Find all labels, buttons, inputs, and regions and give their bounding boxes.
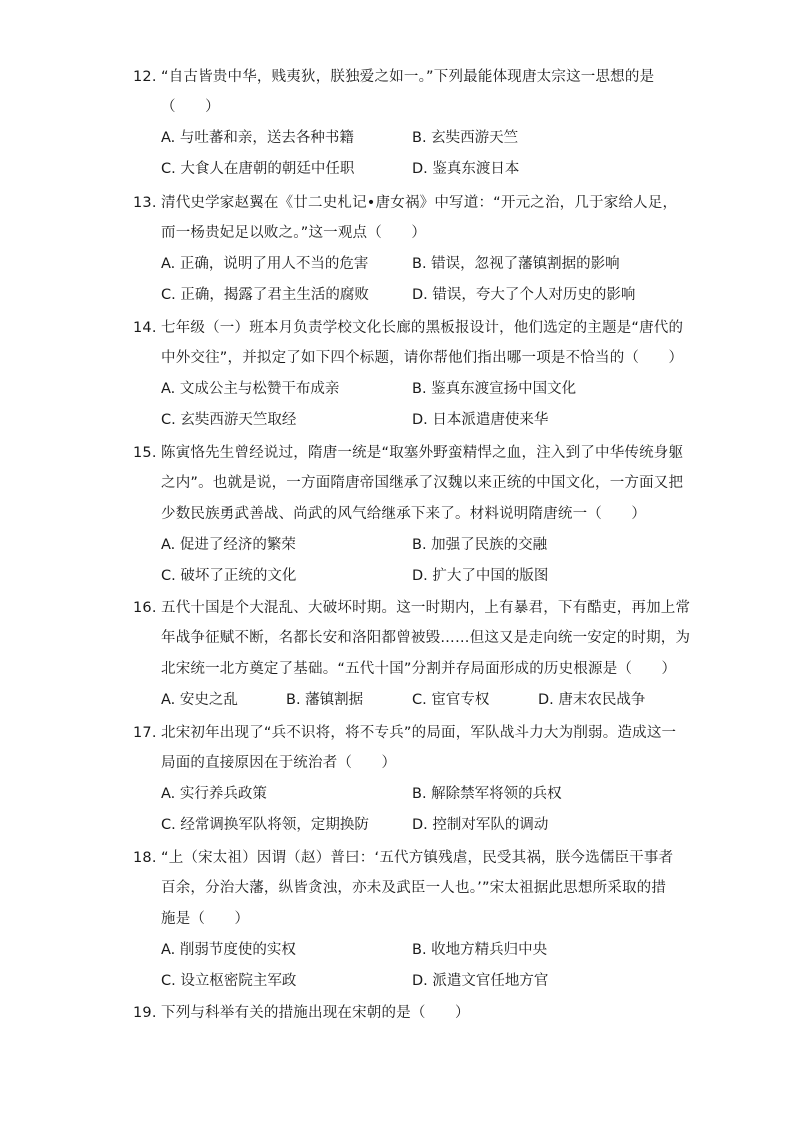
option-c[interactable]: C. 大食人在唐朝的朝廷中任职 xyxy=(161,161,355,177)
option-c[interactable]: C. 正确，揭露了君主生活的腐败 xyxy=(161,287,369,303)
option-a[interactable]: A. 文成公主与松赞干布成亲 xyxy=(161,381,340,397)
question-number: 16. xyxy=(133,600,157,616)
question-stem-line: 之内”。也就是说，一方面隋唐帝国继承了汉魏以来正统的中国文化，一方面又把 xyxy=(161,475,684,491)
option-c[interactable]: C. 宦官专权 xyxy=(412,692,490,708)
question-stem-line: 北宋初年出现了“兵不识将，将不专兵”的局面，军队战斗力大为削弱。造成这一 xyxy=(161,725,677,741)
question-stem-line: 中外交往”，并拟定了如下四个标题，请你帮他们指出哪一项是不恰当的（ ） xyxy=(161,350,684,366)
option-d[interactable]: D. 控制对军队的调动 xyxy=(412,817,549,833)
question-stem-line: 北宋统一北方奠定了基础。“五代十国”分割并存局面形成的历史根源是（ ） xyxy=(161,661,677,677)
question-number: 12. xyxy=(133,69,157,85)
question-number: 18. xyxy=(133,850,157,866)
option-d[interactable]: D. 派遣文官任地方官 xyxy=(412,973,549,989)
question-stem-line: 施是（ ） xyxy=(161,911,250,927)
question-stem-line: “上（宋太祖）因谓（赵）普曰：‘五代方镇残虐，民受其祸，朕今选儒臣干事者 xyxy=(161,850,674,866)
option-b[interactable]: B. 加强了民族的交融 xyxy=(412,537,548,553)
option-a[interactable]: A. 促进了经济的繁荣 xyxy=(161,537,296,553)
option-d[interactable]: D. 错误，夸大了个人对历史的影响 xyxy=(412,287,636,303)
option-a[interactable]: A. 与吐蕃和亲，送去各种书籍 xyxy=(161,130,354,146)
question-stem-line: “自古皆贵中华，贱夷狄，朕独爱之如一。”下列最能体现唐太宗这一思想的是 xyxy=(161,69,655,85)
question-stem-line: 五代十国是个大混乱、大破坏时期。这一时期内，上有暴君，下有酷吏，再加上常 xyxy=(161,600,691,616)
option-b[interactable]: B. 解除禁军将领的兵权 xyxy=(412,786,562,802)
question-stem-line: 而一杨贵妃足以败之。”这一观点（ ） xyxy=(161,225,427,241)
option-c[interactable]: C. 设立枢密院主军政 xyxy=(161,973,297,989)
question-stem-line: 七年级（一）班本月负责学校文化长廊的黑板报设计，他们选定的主题是“唐代的 xyxy=(161,320,684,336)
option-a[interactable]: A. 削弱节度使的实权 xyxy=(161,942,296,958)
question-stem-line: 下列与科举有关的措施出现在宋朝的是（ ） xyxy=(161,1005,470,1021)
question-stem-line: （ ） xyxy=(161,99,220,115)
option-d[interactable]: D. 扩大了中国的版图 xyxy=(412,568,549,584)
option-c[interactable]: C. 经常调换军队将领，定期换防 xyxy=(161,817,369,833)
question-stem-line: 年战争征赋不断，名都长安和洛阳都曾被毁……但这又是走向统一安定的时期，为 xyxy=(161,630,691,646)
question-stem-line: 陈寅恪先生曾经说过，隋唐一统是“取塞外野蛮精悍之血，注入到了中华传统身躯 xyxy=(161,445,684,461)
option-c[interactable]: C. 玄奘西游天竺取经 xyxy=(161,412,297,428)
option-b[interactable]: B. 错误，忽视了藩镇割据的影响 xyxy=(412,256,620,272)
option-d[interactable]: D. 唐末农民战争 xyxy=(538,692,646,708)
question-number: 14. xyxy=(133,320,157,336)
option-b[interactable]: B. 玄奘西游天竺 xyxy=(412,130,519,146)
question-number: 17. xyxy=(133,725,157,741)
question-number: 13. xyxy=(133,195,157,211)
option-b[interactable]: B. 收地方精兵归中央 xyxy=(412,942,548,958)
option-a[interactable]: A. 实行养兵政策 xyxy=(161,786,267,802)
option-b[interactable]: B. 藩镇割据 xyxy=(286,692,364,708)
question-stem-line: 百余，分治大藩，纵皆贪浊，亦未及武臣一人也。’”宋太祖据此思想所采取的措 xyxy=(161,880,667,896)
question-number: 19. xyxy=(133,1005,157,1021)
question-stem-line: 少数民族勇武善战、尚武的风气给继承下来了。材料说明隋唐统一（ ） xyxy=(161,506,647,522)
question-stem-line: 局面的直接原因在于统治者（ ） xyxy=(161,755,397,771)
option-d[interactable]: D. 日本派遣唐使来华 xyxy=(412,412,549,428)
option-b[interactable]: B. 鉴真东渡宣扬中国文化 xyxy=(412,381,577,397)
option-a[interactable]: A. 正确，说明了用人不当的危害 xyxy=(161,256,369,272)
option-d[interactable]: D. 鉴真东渡日本 xyxy=(412,161,520,177)
option-c[interactable]: C. 破坏了正统的文化 xyxy=(161,568,297,584)
question-number: 15. xyxy=(133,445,157,461)
option-a[interactable]: A. 安史之乱 xyxy=(161,692,238,708)
question-stem-line: 清代史学家赵翼在《廿二史札记•唐女祸》中写道：“开元之治，几于家给人足， xyxy=(161,195,678,211)
